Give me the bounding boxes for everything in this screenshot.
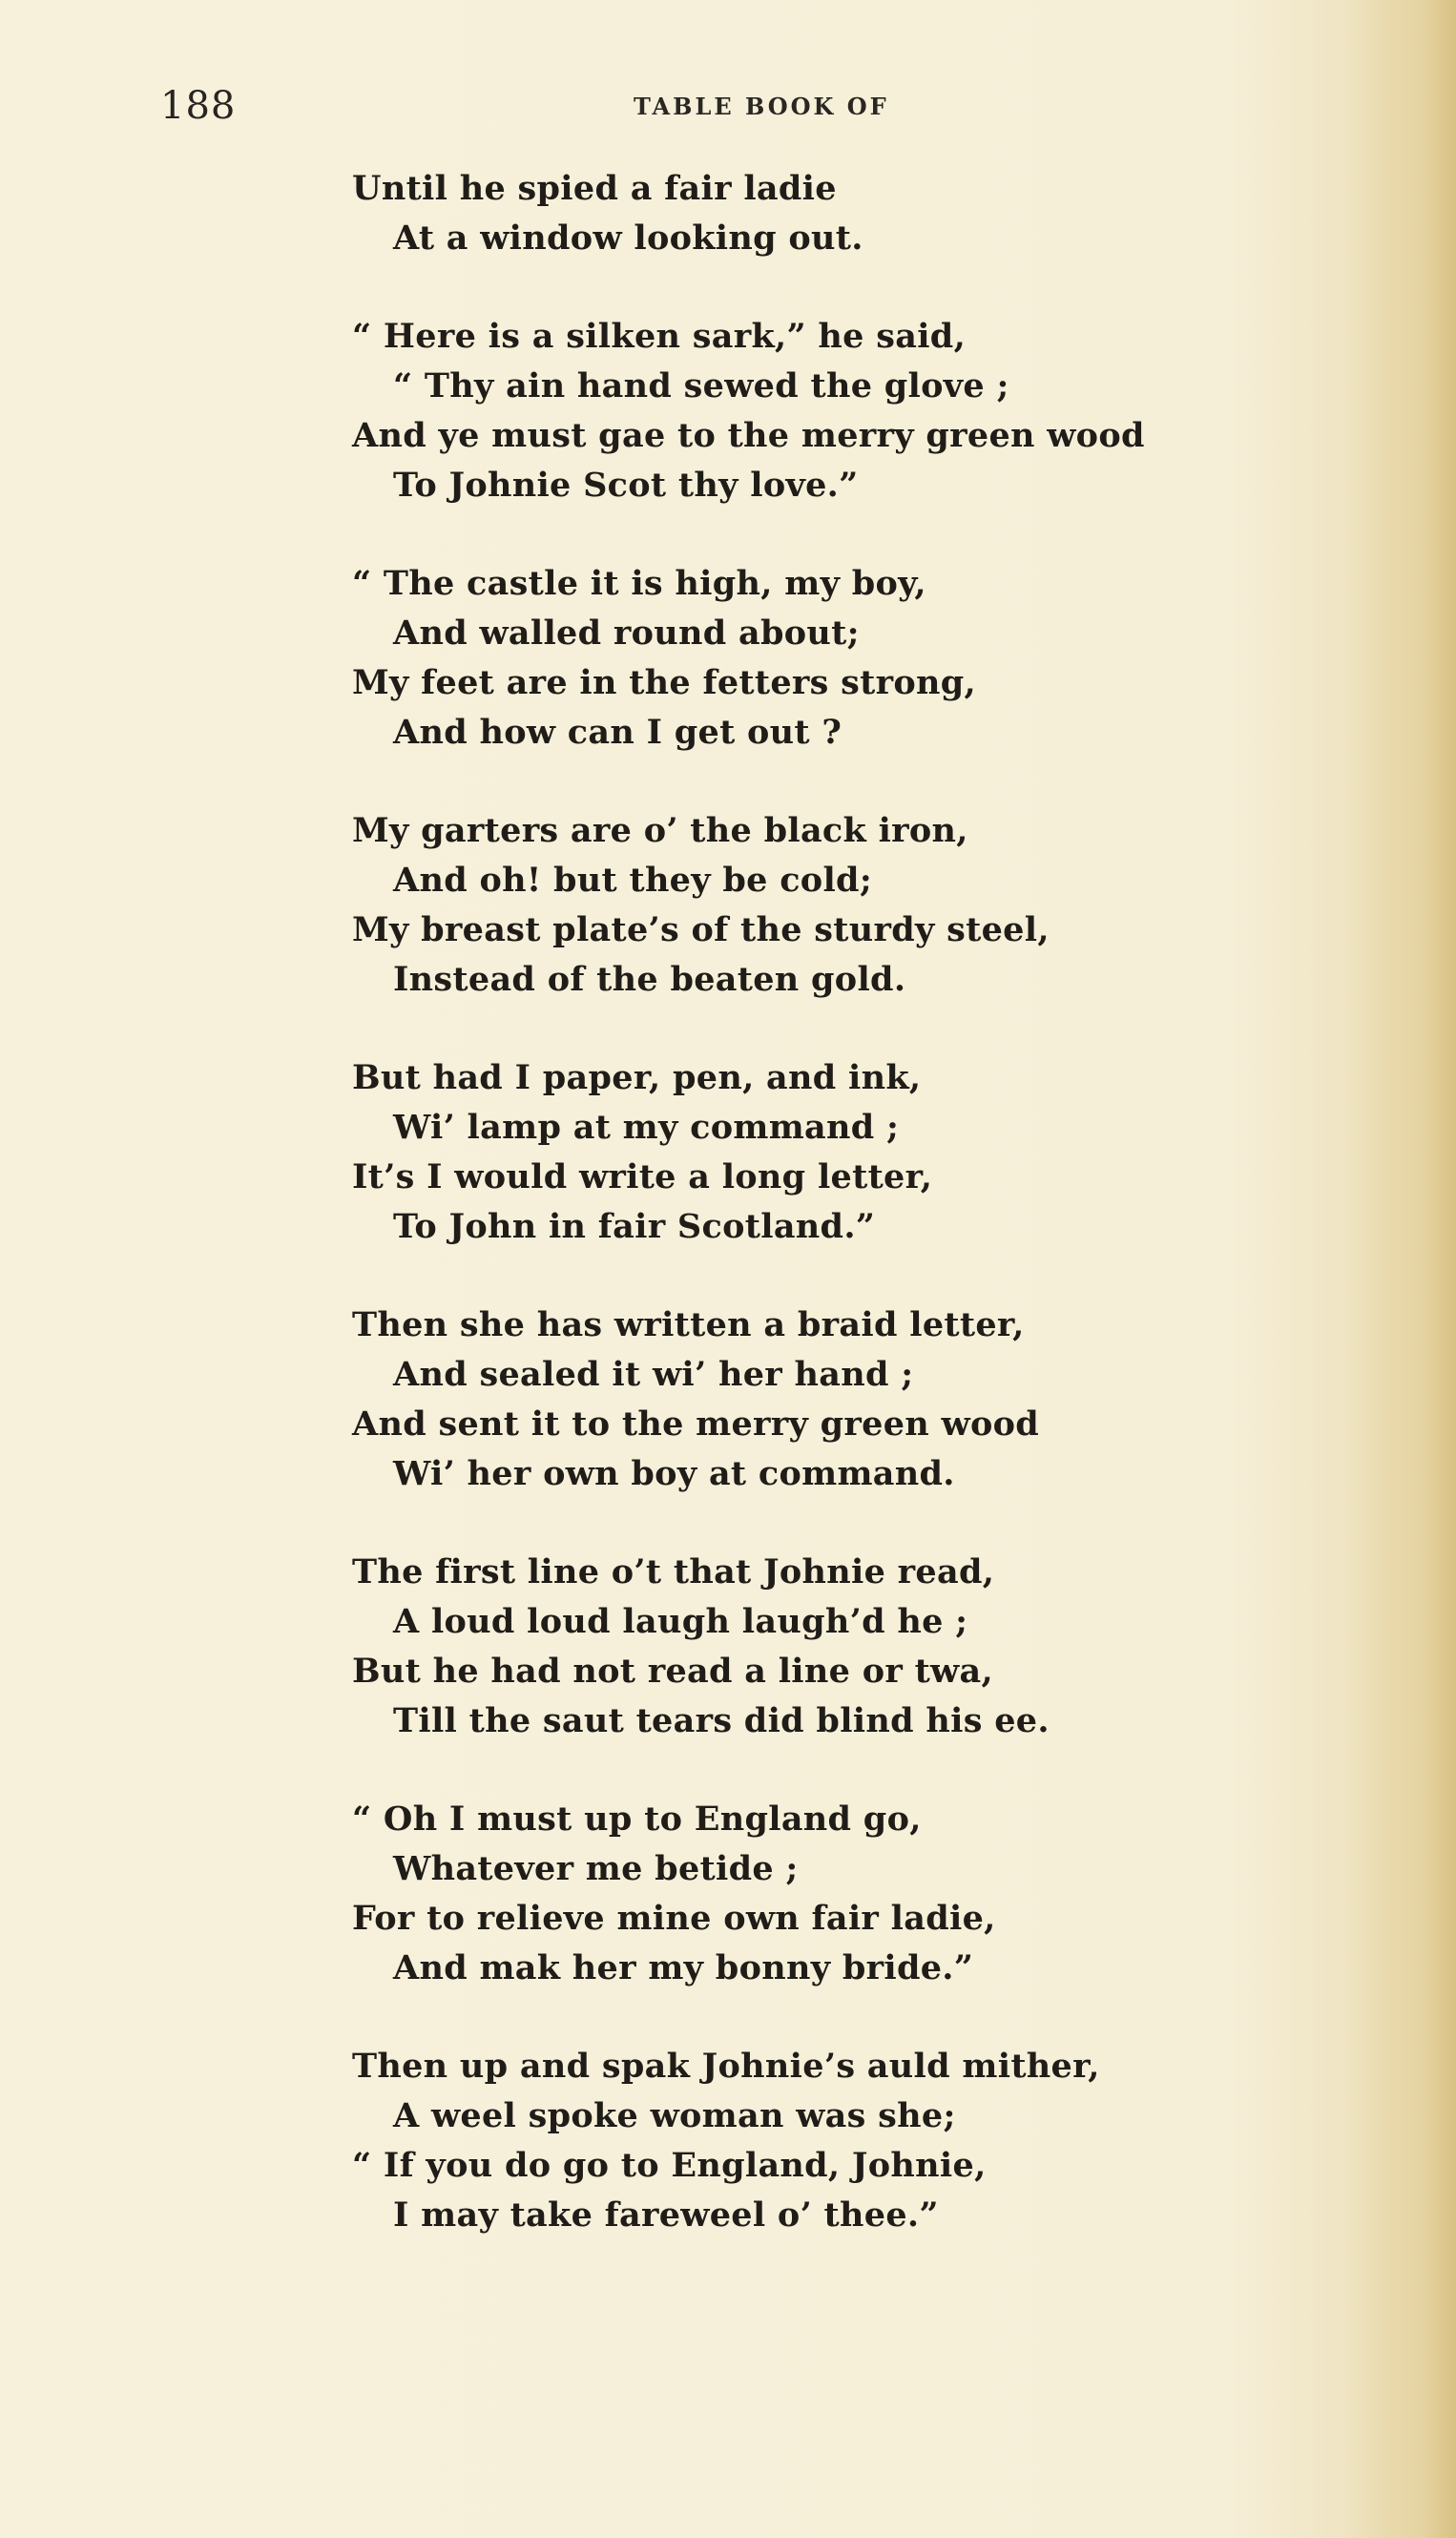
verse-line: And mak her my bonny bride.” — [393, 1948, 974, 1987]
verse-line: To Johnie Scot thy love.” — [393, 466, 859, 505]
poem-body — [352, 164, 1354, 2289]
page-edge-shading — [1342, 0, 1456, 2538]
verse-line: The first line o’t that Johnie read, — [352, 1552, 995, 1591]
page-header — [0, 82, 1456, 130]
stanza — [352, 1300, 1354, 1499]
verse-line: “ Here is a silken sark,” he said, — [352, 317, 967, 356]
verse-line: Wi’ lamp at my command ; — [393, 1108, 900, 1147]
verse-line: Instead of the beaten gold. — [393, 960, 906, 999]
running-head: TABLE BOOK OF — [634, 93, 889, 120]
verse-line: Whatever me betide ; — [393, 1849, 799, 1888]
verse-line: And ye must gae to the merry green wood — [352, 416, 1145, 455]
verse-line: And sealed it wi’ her hand ; — [393, 1355, 914, 1394]
stanza — [352, 559, 1354, 758]
stanza — [352, 312, 1354, 510]
verse-line: And sent it to the merry green wood — [352, 1404, 1040, 1444]
stanza — [352, 164, 1354, 263]
verse-line: Then up and spak Johnie’s auld mither, — [352, 2047, 1100, 2086]
verse-line: To John in fair Scotland.” — [393, 1207, 876, 1246]
verse-line: Wi’ her own boy at command. — [393, 1454, 955, 1493]
verse-line: “ If you do go to England, Johnie, — [352, 2146, 987, 2185]
verse-line: For to relieve mine own fair ladie, — [352, 1899, 996, 1938]
stanza — [352, 1548, 1354, 1746]
verse-line: A loud loud laugh laugh’d he ; — [393, 1602, 968, 1641]
verse-line: And walled round about; — [393, 614, 860, 653]
verse-line: My breast plate’s of the sturdy steel, — [352, 910, 1050, 949]
stanza — [352, 806, 1354, 1005]
verse-line: My garters are o’ the black iron, — [352, 811, 968, 850]
verse-line: “ Oh I must up to England go, — [352, 1799, 922, 1839]
verse-line: I may take fareweel o’ thee.” — [393, 2195, 939, 2235]
verse-line: Then she has written a braid letter, — [352, 1305, 1025, 1344]
page-number: 188 — [160, 84, 237, 128]
verse-line: At a window looking out. — [393, 218, 863, 258]
stanza — [352, 2042, 1354, 2240]
stanza — [352, 1795, 1354, 1993]
verse-line: And oh! but they be cold; — [393, 861, 873, 900]
verse-line: A weel spoke woman was she; — [393, 2096, 956, 2135]
verse-line: My feet are in the fetters strong, — [352, 663, 976, 702]
verse-line: Until he spied a fair ladie — [352, 169, 837, 208]
stanza — [352, 1053, 1354, 1252]
verse-line: But he had not read a line or twa, — [352, 1652, 993, 1691]
verse-line: Till the saut tears did blind his ee. — [393, 1701, 1050, 1740]
verse-line: But had I paper, pen, and ink, — [352, 1058, 922, 1097]
verse-line: It’s I would write a long letter, — [352, 1157, 933, 1196]
verse-line: “ Thy ain hand sewed the glove ; — [393, 366, 1009, 406]
verse-line: “ The castle it is high, my boy, — [352, 564, 926, 603]
verse-line: And how can I get out ? — [393, 713, 842, 752]
